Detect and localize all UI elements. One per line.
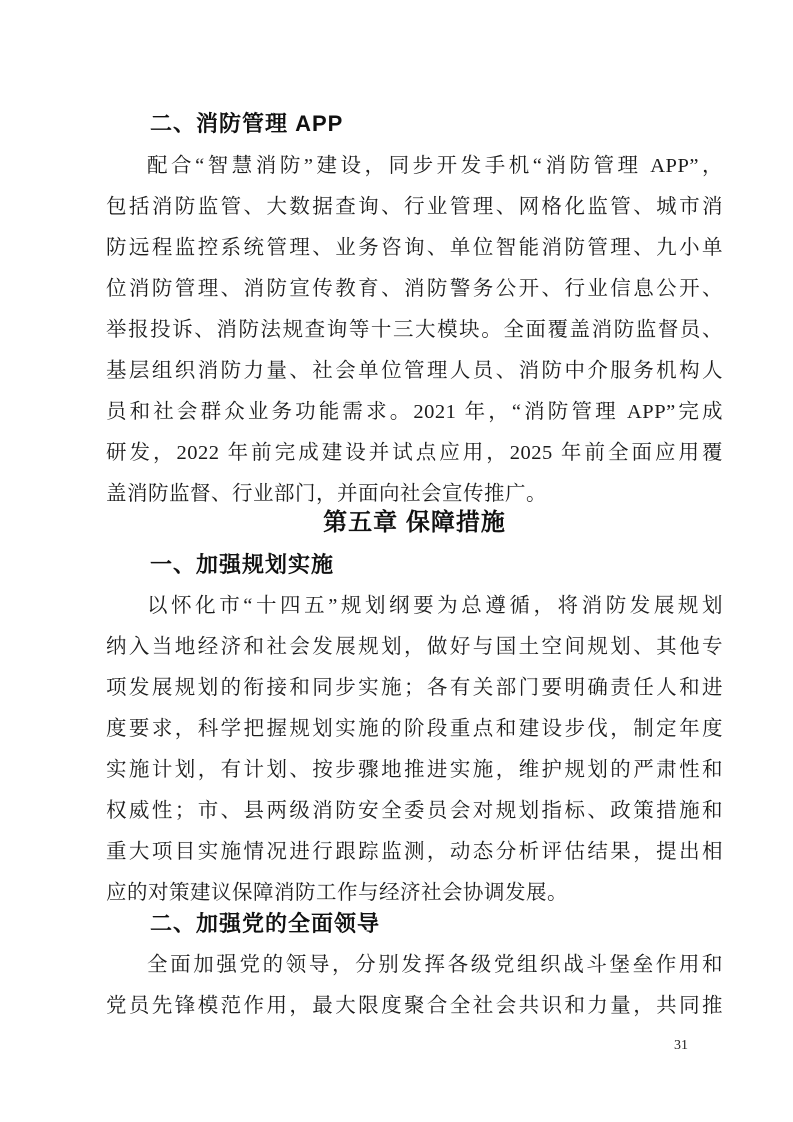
paragraph-line: 应的对策建议保障消防工作与经济社会协调发展。 — [106, 882, 568, 904]
page-number: 31 — [674, 1038, 688, 1053]
paragraph-line: 防远程监控系统管理、业务咨询、单位智能消防管理、九小单 — [106, 237, 723, 259]
paragraph-line: 党员先锋模范作用，最大限度聚合全社会共识和力量，共同推 — [106, 995, 723, 1017]
paragraph-line: 基层组织消防力量、社会单位管理人员、消防中介服务机构人 — [106, 360, 723, 382]
paragraph-line: 研发，2022 年前完成建设并试点应用，2025 年前全面应用覆 — [106, 442, 723, 464]
paragraph-line: 位消防管理、消防宣传教育、消防警务公开、行业信息公开、 — [106, 278, 723, 300]
section-heading-app: 二、消防管理 APP — [150, 111, 344, 136]
paragraph-line: 实施计划，有计划、按步骤地推进实施，维护规划的严肃性和 — [106, 759, 723, 781]
paragraph-line: 度要求，科学把握规划实施的阶段重点和建设步伐，制定年度 — [106, 718, 723, 740]
paragraph-plan — [106, 586, 723, 914]
paragraph-line: 举报投诉、消防法规查询等十三大模块。全面覆盖消防监督员、 — [106, 319, 723, 341]
section-heading-party: 二、加强党的全面领导 — [150, 911, 381, 936]
paragraph-line: 权威性；市、县两级消防安全委员会对规划指标、政策措施和 — [106, 800, 723, 822]
chapter-heading: 第五章 保障措施 — [323, 509, 506, 536]
paragraph-line: 员和社会群众业务功能需求。2021 年，“消防管理 APP”完成 — [106, 401, 723, 423]
paragraph-line: 纳入当地经济和社会发展规划，做好与国土空间规划、其他专 — [106, 636, 723, 658]
paragraph-party — [106, 945, 723, 1027]
paragraph-line: 盖消防监督、行业部门，并面向社会宣传推广。 — [106, 483, 547, 505]
paragraph-line: 包括消防监管、大数据查询、行业管理、网格化监管、城市消 — [106, 196, 723, 218]
paragraph-line: 配合“智慧消防”建设，同步开发手机“消防管理 APP”， — [147, 155, 723, 177]
paragraph-app — [106, 146, 723, 515]
paragraph-line: 重大项目实施情况进行跟踪监测，动态分析评估结果，提出相 — [106, 841, 723, 863]
section-heading-plan: 一、加强规划实施 — [150, 552, 335, 577]
paragraph-line: 项发展规划的衔接和同步实施；各有关部门要明确责任人和进 — [106, 677, 723, 699]
paragraph-line: 全面加强党的领导，分别发挥各级党组织战斗堡垒作用和 — [147, 954, 723, 976]
paragraph-line: 以怀化市“十四五”规划纲要为总遵循，将消防发展规划 — [147, 595, 723, 617]
